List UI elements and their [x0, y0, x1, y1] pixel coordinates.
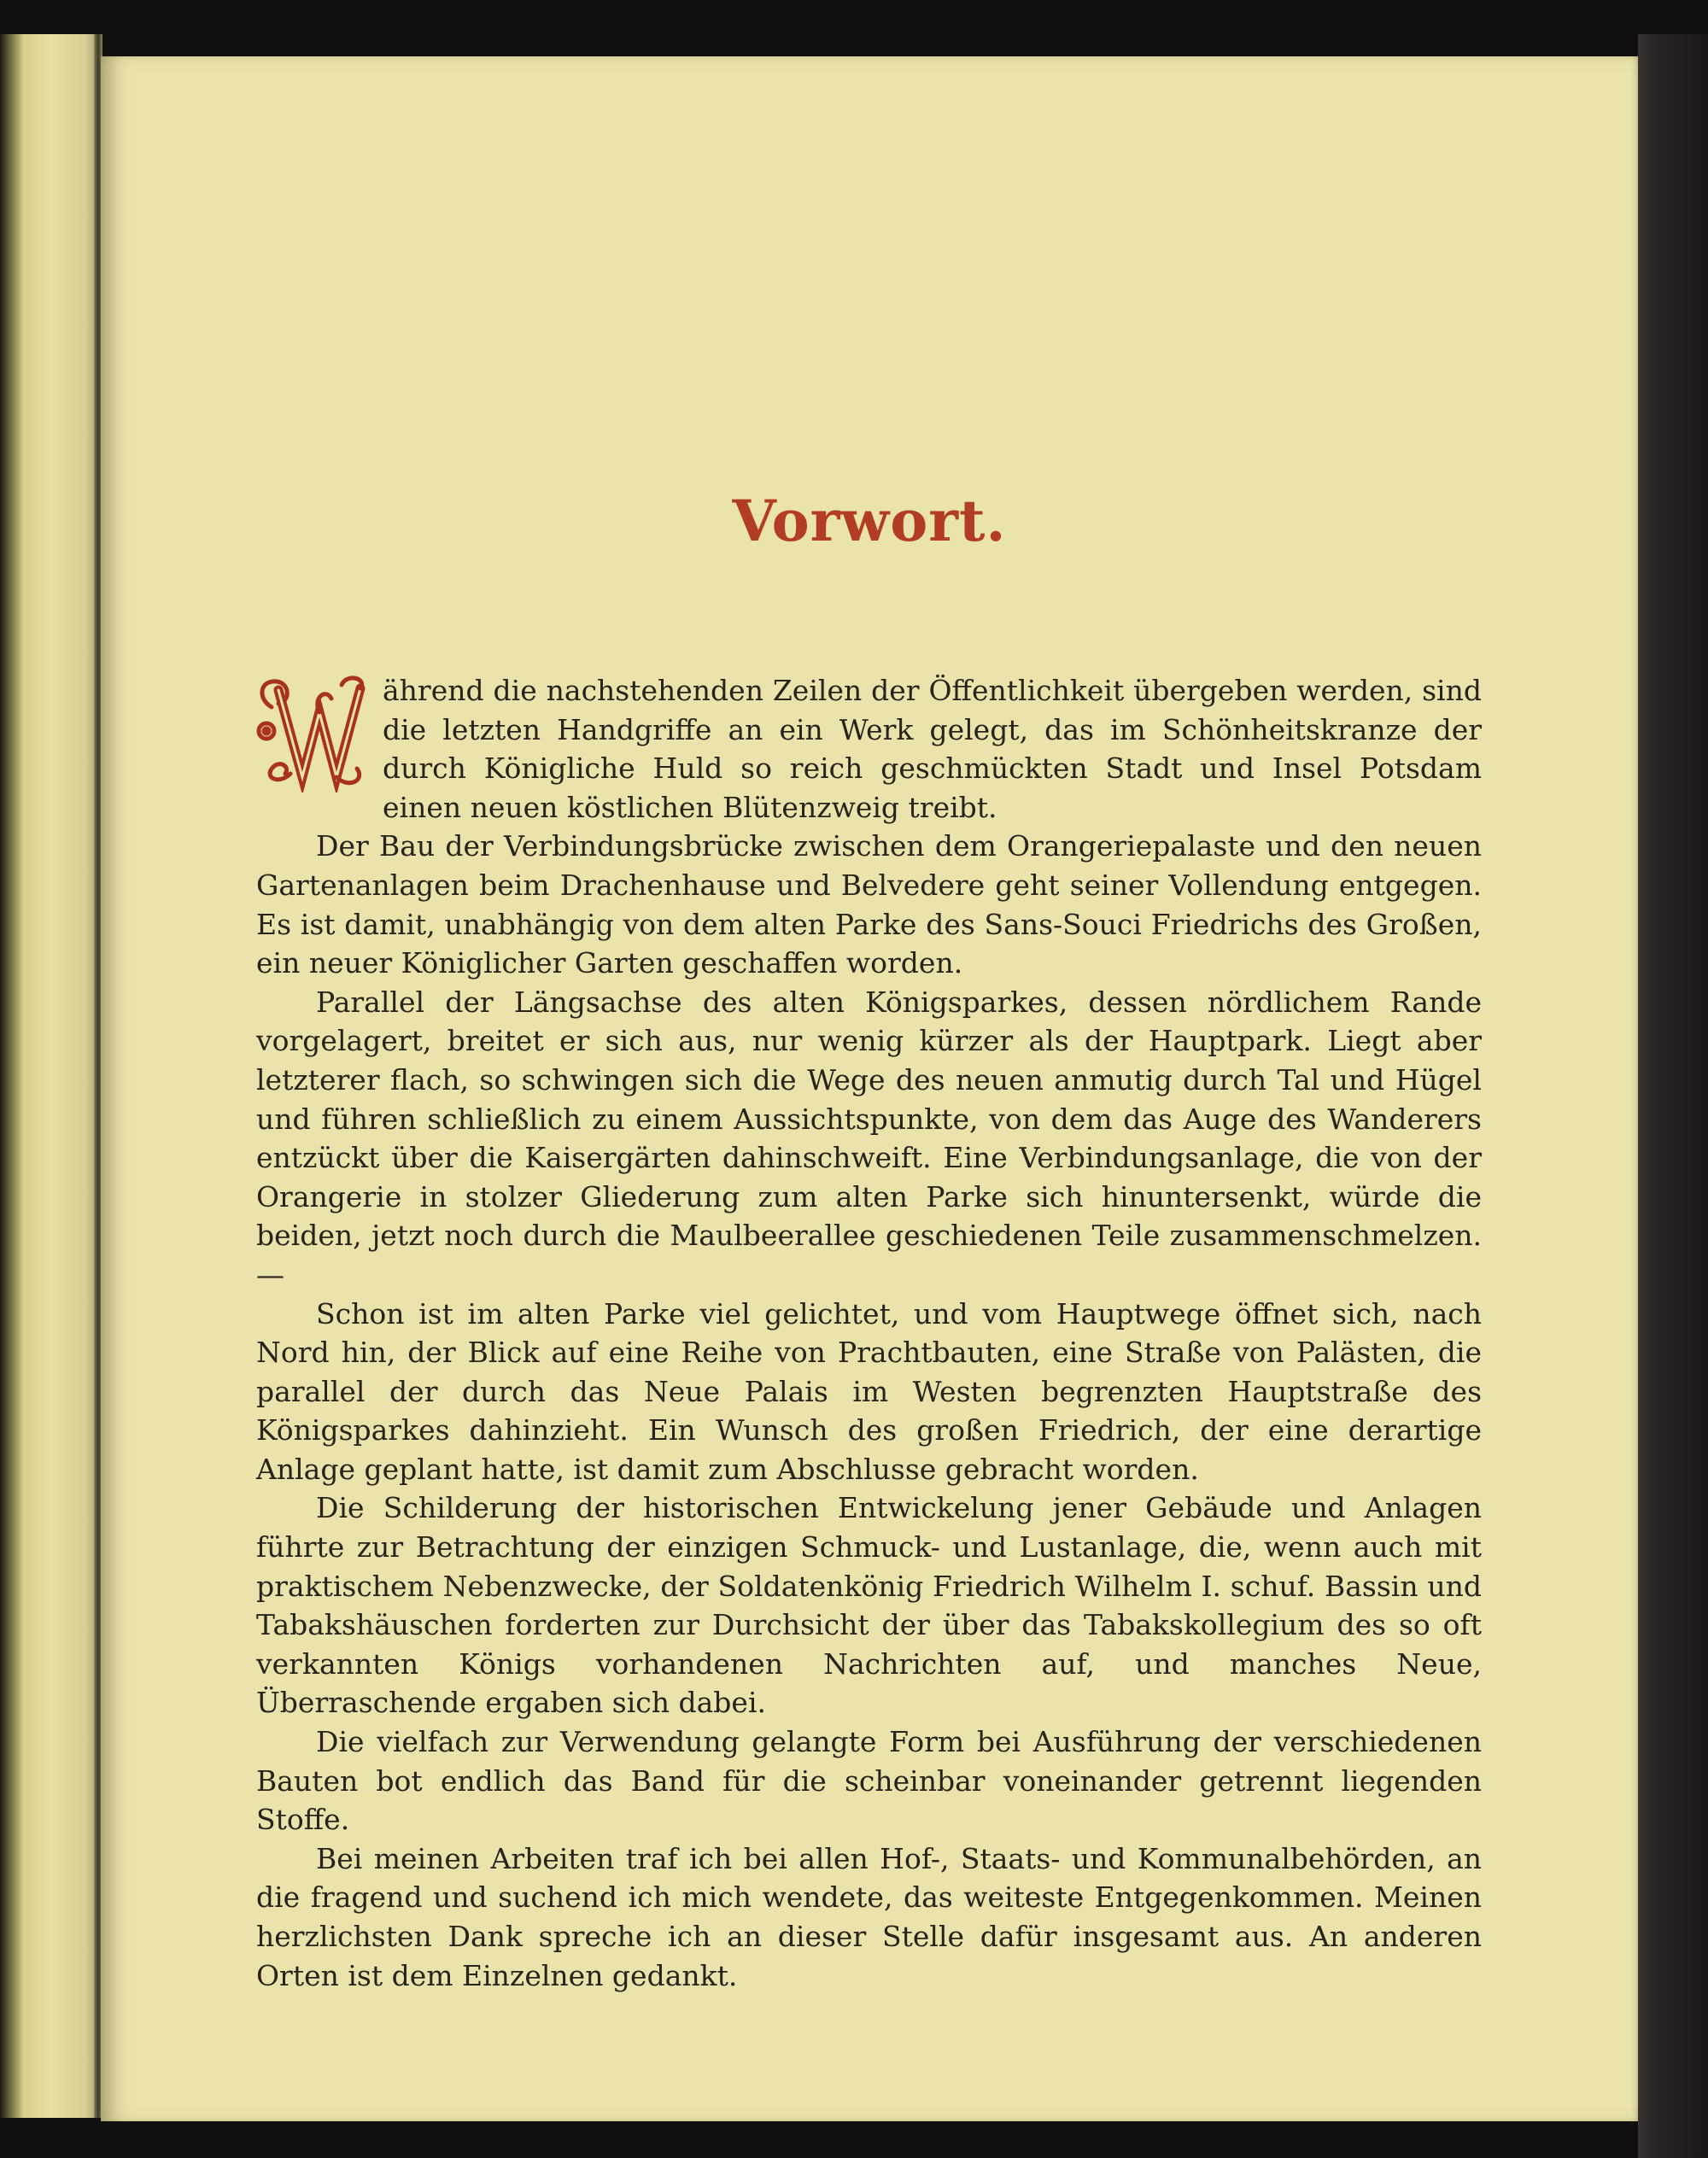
page-title: Vorwort.: [732, 488, 1007, 554]
paragraph-1-text: ährend die nachstehenden Zeilen der Öffentlichkeit übergeben werden, sind die letzten Handgriffe an ein Werk gelegt, das im Schönheitskranze der durch Königliche Huld so reich geschmückten Stadt und Insel Potsdam einen neuen köstlichen Blütenzweig treibt.: [383, 674, 1482, 824]
paragraph-5: Die Schilderung der historischen Entwickelung jener Gebäude und Anlagen führte zur Betrachtung der einzigen Schmuck- und Lustanlage, die, wenn auch mit praktischem Nebenzwecke, der Soldatenkönig Friedrich Wilhelm I. schuf. Bassin und Tabakshäuschen forderten zur Durchsicht der über das Tabakskollegium des so oft verkannten Königs vorhandenen Nachrichten auf, und manches Neue, Überraschende ergaben sich dabei.: [256, 1491, 1482, 1720]
paragraph-2: Der Bau der Verbindungsbrücke zwischen dem Orangeriepalaste und den neuen Gartenanlagen beim Drachenhause und Belvedere geht seiner Vollendung entgegen. Es ist damit, unabhängig von dem alten Parke des Sans-Souci Friedrichs des Großen, ein neuer Königlicher Garten geschaffen worden.: [256, 829, 1482, 980]
paragraph-6: Die vielfach zur Verwendung gelangte Form bei Ausführung der verschiedenen Bauten bot endlich das Band für die scheinbar voneinander getrennt liegenden Stoffe.: [256, 1725, 1482, 1837]
paragraph-4: Schon ist im alten Parke viel gelichtet, und vom Hauptwege öffnet sich, nach Nord hin, der Blick auf eine Reihe von Prachtbauten, eine Straße von Palästen, die parallel der durch das Neue Palais im Westen begrenzten Hauptstraße des Königsparkes dahinzieht. Ein Wunsch des großen Friedrich, der eine derartige Anlage geplant hatte, ist damit zum Abschlusse gebracht worden.: [256, 1296, 1482, 1486]
facing-page-edge: [0, 34, 101, 2118]
preface-text: [256, 671, 1482, 1995]
paragraph-1: [256, 671, 1482, 827]
paragraph-7: Bei meinen Arbeiten traf ich bei allen Hof-, Staats- und Kommunalbehörden, an die fragend und suchend ich mich wendete, das weiteste Entgegenkommen. Meinen herzlichsten Dank spreche ich an dieser Stelle dafür insgesamt aus. An anderen Orten ist dem Einzelnen gedankt.: [256, 1841, 1482, 1992]
book-cover-edge: [1638, 34, 1708, 2158]
book-page: [101, 56, 1638, 2121]
ornamental-initial-w: [253, 673, 372, 792]
paragraph-3: Parallel der Längsachse des alten Königsparkes, dessen nördlichem Rande vorgelagert, breitet er sich aus, nur wenig kürzer als der Hauptpark. Liegt aber letzterer flach, so schwingen sich die Wege des neuen anmutig durch Tal und Hügel und führen schließlich zu einem Aussichtspunkte, von dem das Auge des Wanderers entzückt über die Kaisergärten dahinschweift. Eine Verbindungsanlage, die von der Orangerie in stolzer Gliederung zum alten Parke sich hinuntersenkt, würde die beiden, jetzt noch durch die Maulbeerallee geschiedenen Teile zusammenschmelzen. —: [256, 985, 1482, 1291]
